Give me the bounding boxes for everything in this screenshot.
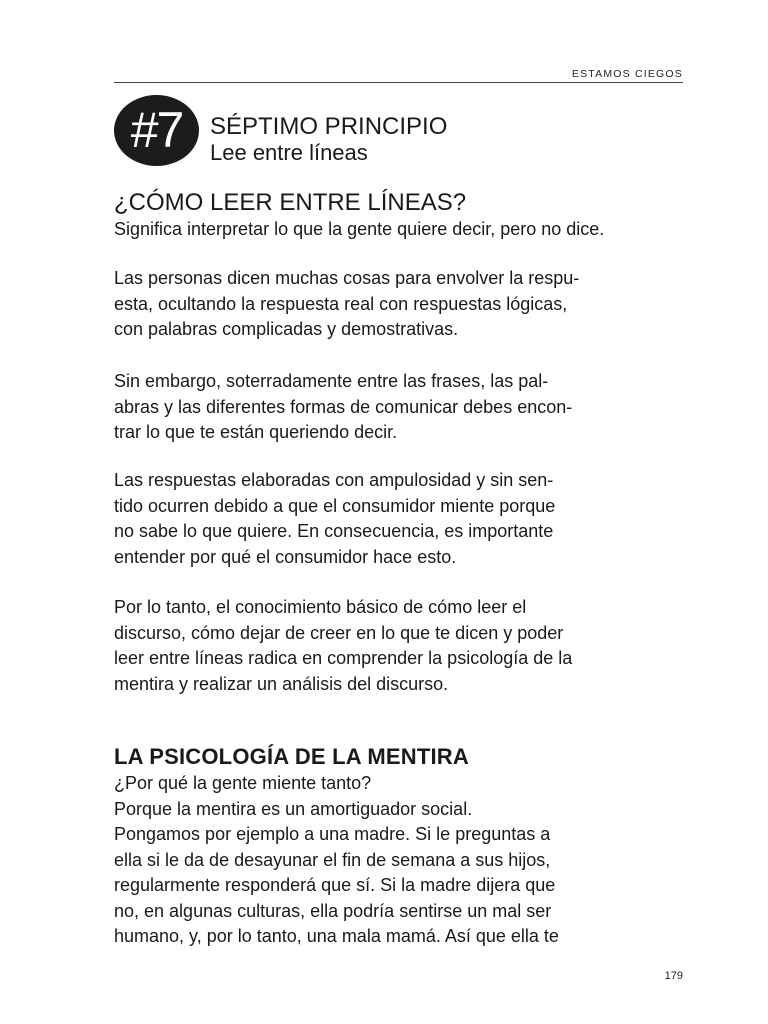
- text-line: Las personas dicen muchas cosas para envolver la respu-: [114, 268, 580, 288]
- text-line: Porque la mentira es un amortiguador social.: [114, 798, 473, 819]
- text-line: regularmente responderá que sí. Si la madre dijera que: [114, 875, 556, 895]
- principle-number-badge: [114, 95, 199, 166]
- text-line: trar lo que te están queriendo decir.: [114, 422, 398, 442]
- text-line: ella si le da de desayunar el fin de semana a sus hijos,: [114, 849, 551, 870]
- paragraph-2: [114, 266, 694, 343]
- text-line: con palabras complicadas y demostrativas.: [114, 319, 459, 339]
- principle-title: SÉPTIMO PRINCIPIO: [210, 113, 448, 140]
- page-number: 179: [664, 970, 683, 982]
- text-line: Por lo tanto, el conocimiento básico de cómo leer el: [114, 597, 527, 617]
- text-line: mentira y realizar un análisis del discurso.: [114, 673, 449, 694]
- text-line: Significa interpretar lo que la gente quiere decir, pero no dice.: [114, 219, 605, 239]
- paragraph-6: [114, 771, 694, 950]
- header-rule: [114, 82, 683, 83]
- paragraph-3: [114, 369, 694, 446]
- paragraph-4: [114, 468, 694, 570]
- paragraph-5: [114, 595, 694, 697]
- principle-number: #7: [130, 101, 183, 158]
- section-heading-how-to-read: ¿CÓMO LEER ENTRE LÍNEAS?: [114, 189, 467, 216]
- text-line: no, en algunas culturas, ella podría sentirse un mal ser: [114, 900, 552, 921]
- principle-subtitle: Lee entre líneas: [210, 140, 368, 165]
- text-line: humano, y, por lo tanto, una mala mamá. Así que ella te: [114, 926, 559, 946]
- text-line: Sin embargo, soterradamente entre las frases, las pal-: [114, 371, 549, 391]
- text-line: esta, ocultando la respuesta real con respuestas lógicas,: [114, 293, 568, 314]
- text-line: tido ocurren debido a que el consumidor miente porque: [114, 495, 556, 516]
- text-line: ¿Por qué la gente miente tanto?: [114, 773, 372, 793]
- paragraph-1: [114, 217, 694, 243]
- running-header: ESTAMOS CIEGOS: [571, 68, 683, 80]
- text-line: no sabe lo que quiere. En consecuencia, es importante: [114, 521, 554, 541]
- text-line: abras y las diferentes formas de comunicar debes encon-: [114, 396, 573, 417]
- text-line: Las respuestas elaboradas con ampulosidad y sin sen-: [114, 470, 554, 490]
- text-line: discurso, cómo dejar de creer en lo que te dicen y poder: [114, 622, 564, 643]
- text-line: leer entre líneas radica en comprender la psicología de la: [114, 648, 573, 668]
- text-line: Pongamos por ejemplo a una madre. Si le preguntas a: [114, 824, 551, 844]
- section-heading-psychology-of-lying: LA PSICOLOGÍA DE LA MENTIRA: [114, 744, 469, 769]
- text-line: entender por qué el consumidor hace esto.: [114, 546, 457, 567]
